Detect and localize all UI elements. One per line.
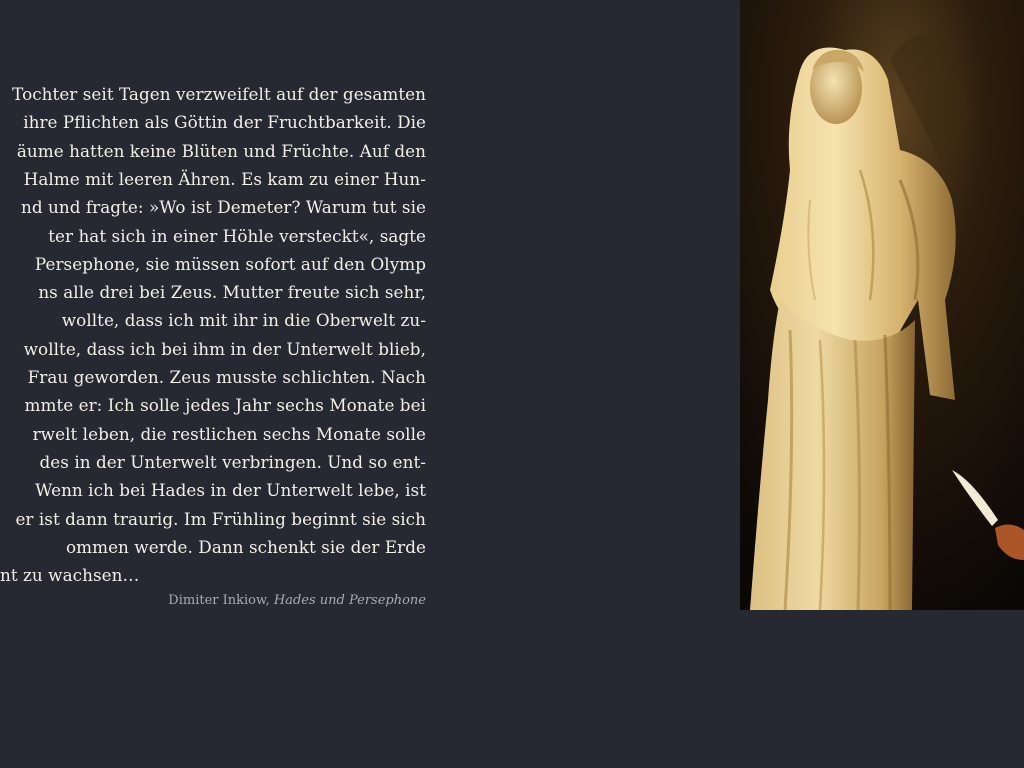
quote-line: Wenn ich bei Hades in der Unterwelt lebe, ist	[35, 480, 426, 501]
attribution-work-title: Hades und Persephone	[273, 593, 426, 608]
quote-attribution	[168, 593, 426, 608]
quote-line: Persephone, sie müssen sofort auf den Olymp	[34, 253, 426, 274]
quote-text-block	[0, 80, 440, 620]
quote-line: Frau geworden. Zeus musste schlichten. Nach	[27, 367, 426, 387]
quote-line: wollte, dass ich mit ihr in die Oberwelt zu-	[61, 310, 426, 331]
quote-line: wollte, dass ich bei ihm in der Unterwelt blieb,	[23, 338, 426, 359]
quote-line: nt zu wachsen…	[0, 565, 140, 586]
attribution-author: Dimiter Inkiow,	[168, 593, 270, 608]
quote-line: äume hatten keine Blüten und Früchte. Auf den	[16, 140, 426, 161]
statue-photo	[740, 0, 1024, 610]
statue-of-persephone-photo	[740, 0, 1024, 610]
quote-line: ns alle drei bei Zeus. Mutter freute sich sehr,	[38, 282, 426, 303]
quote-line: Halme mit leeren Ähren. Es kam zu einer Hun-	[23, 168, 426, 189]
quote-line: mmte er: Ich solle jedes Jahr sechs Monate bei	[24, 395, 426, 416]
quote-line: Tochter seit Tagen verzweifelt auf der gesamten	[12, 84, 426, 104]
quote-line: des in der Unterwelt verbringen. Und so ent-	[39, 451, 426, 472]
quote-line: er ist dann traurig. Im Frühling beginnt sie sich	[15, 508, 426, 529]
quote-line: nd und fragte: »Wo ist Demeter? Warum tut sie	[20, 197, 426, 218]
quote-line: ter hat sich in einer Höhle versteckt«, sagte	[48, 225, 426, 246]
quote-line: ommen werde. Dann schenkt sie der Erde	[66, 536, 426, 557]
quote-line: ihre Pflichten als Göttin der Fruchtbarkeit. Die	[23, 112, 426, 133]
quote-line: rwelt leben, die restlichen sechs Monate solle	[32, 423, 426, 444]
